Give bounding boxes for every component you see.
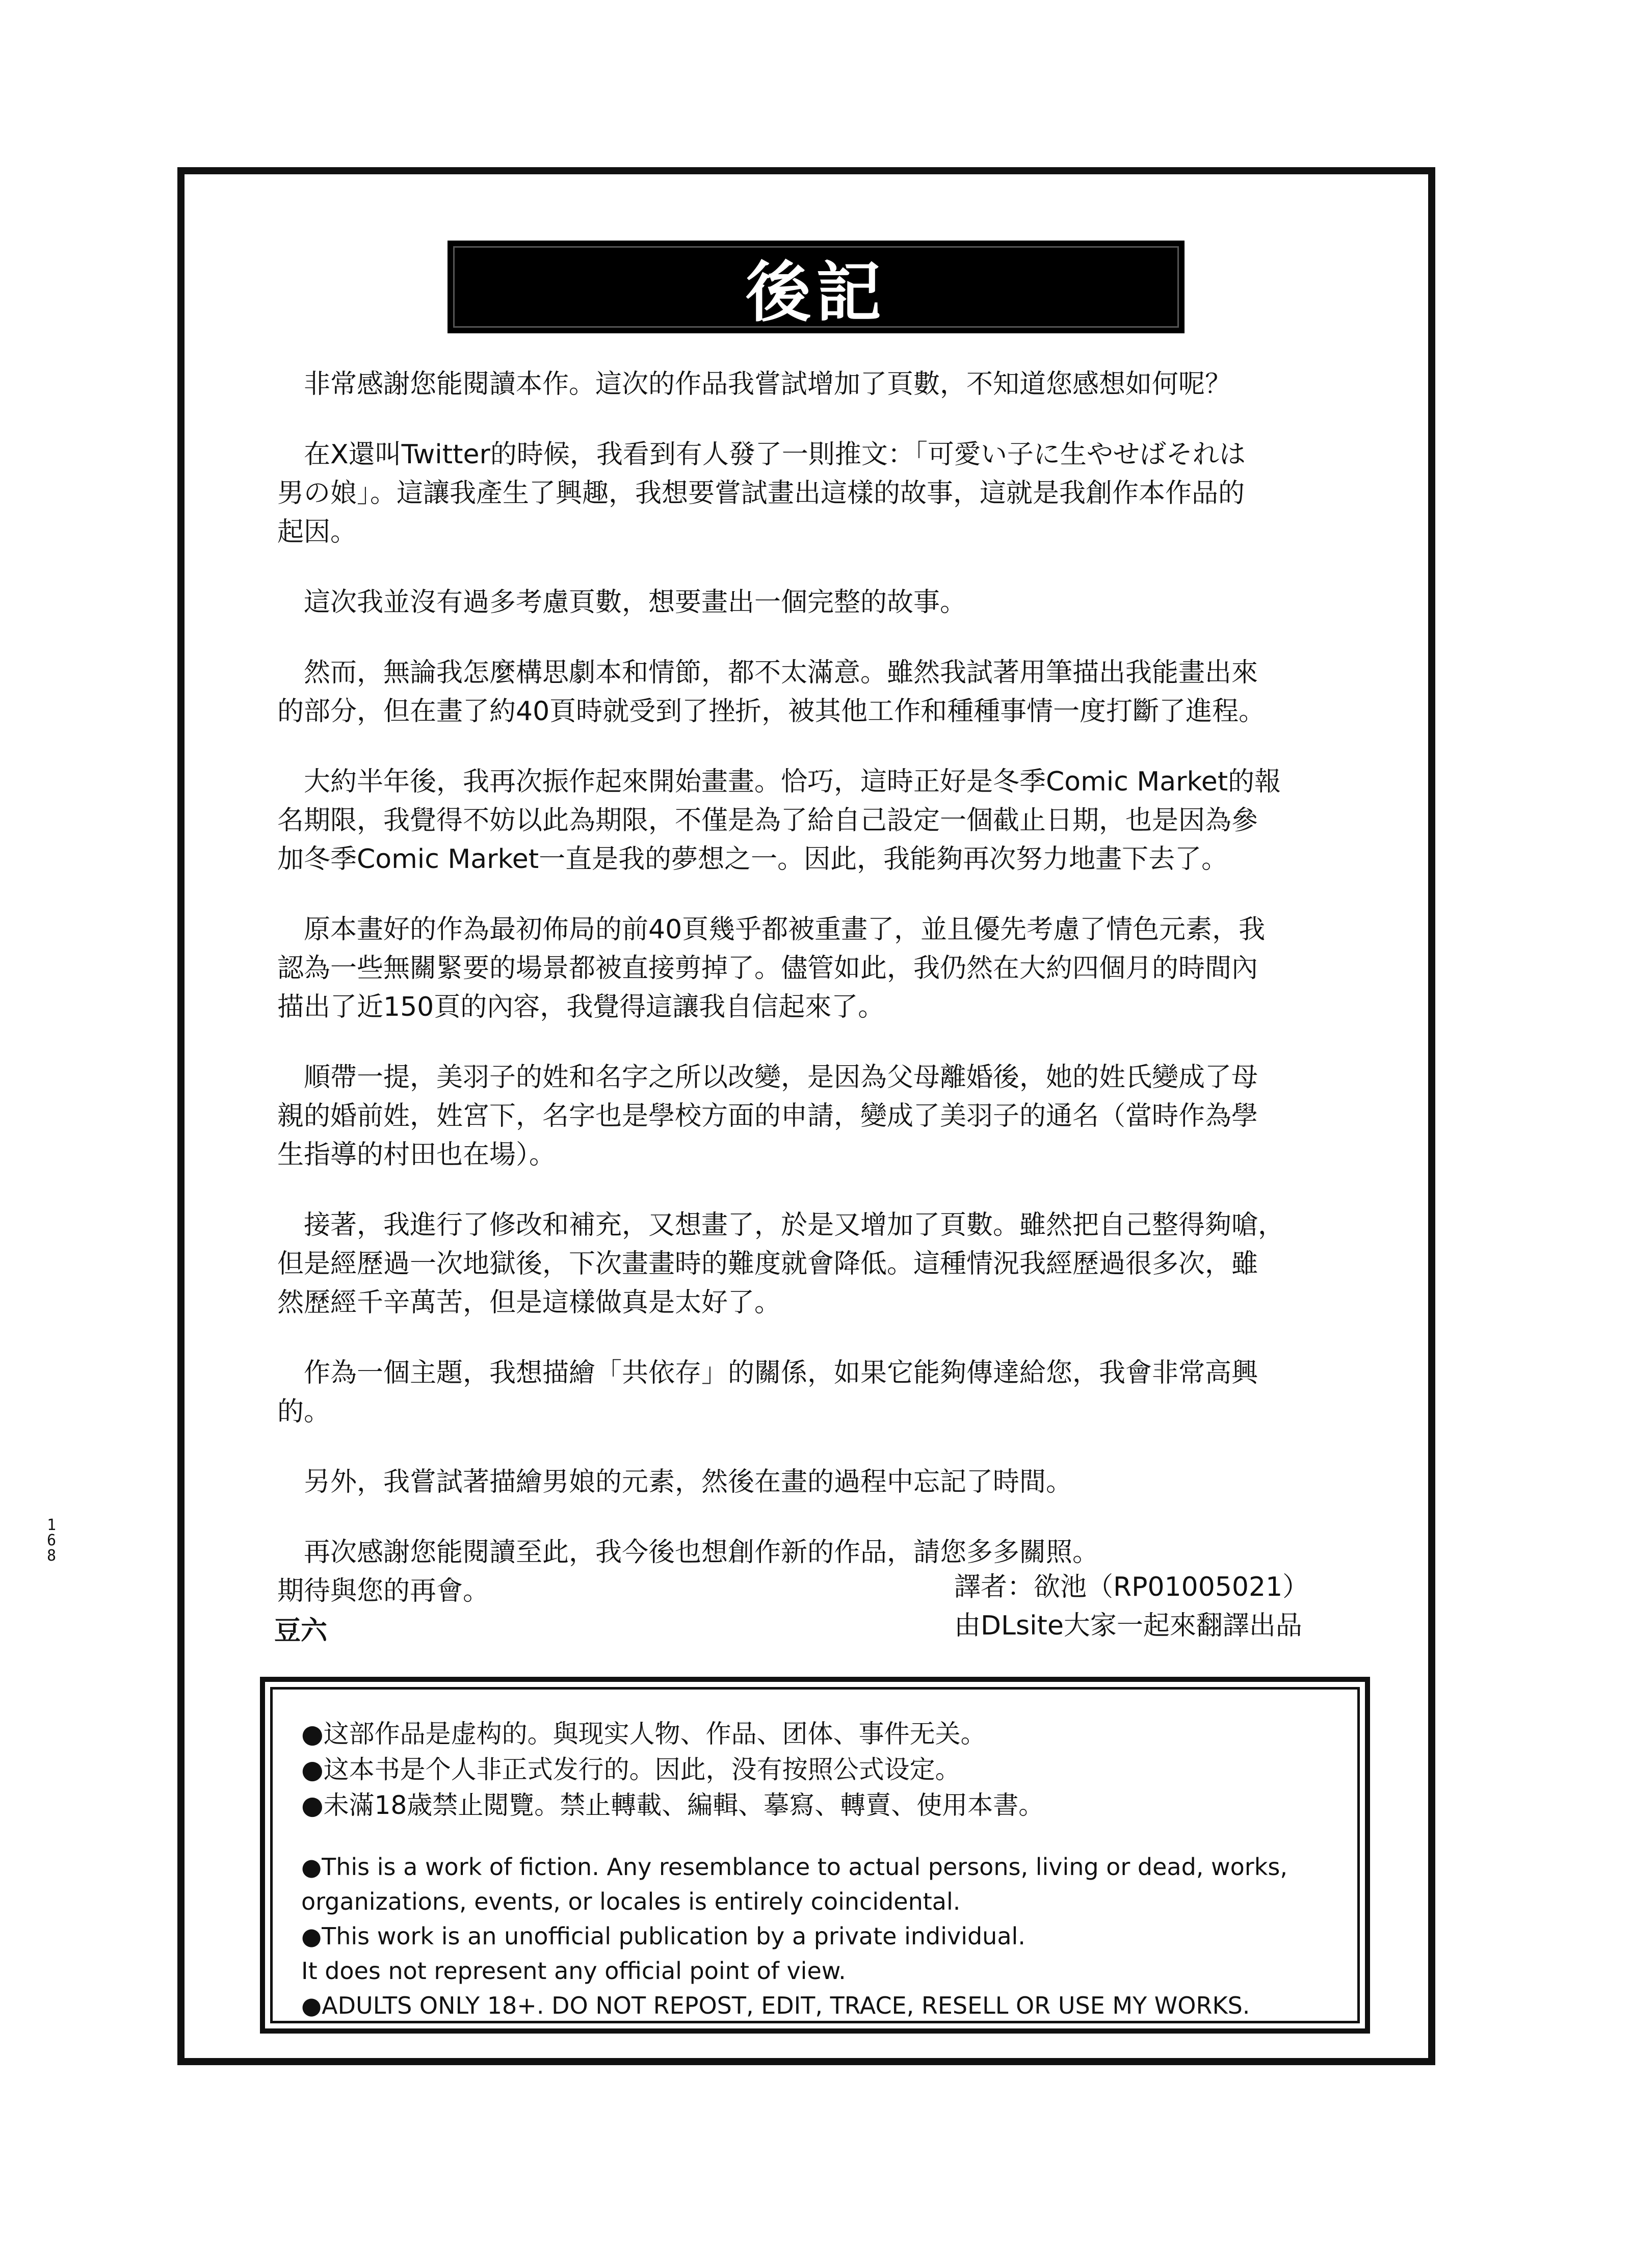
paragraph: 這次我並沒有過多考慮頁數，想要畫出一個完整的故事。 xyxy=(304,587,967,618)
disclaimer-en-line: ●This is a work of fiction. Any resemblance to actual persons, living or dead, works, xyxy=(301,1853,1287,1881)
translator-credit xyxy=(954,1568,1309,1645)
page-number: 168 xyxy=(46,1516,57,1565)
disclaimer-spacer xyxy=(301,1823,1337,1850)
disclaimer-zh-line: ●这本书是个人非正式发行的。因此，没有按照公式设定。 xyxy=(301,1755,961,1784)
disclaimer-zh-line: ●这部作品是虚构的。與现实人物、作品、团体、事件无关。 xyxy=(301,1719,986,1749)
disclaimer-en-line: ●This work is an unofficial publication by a private individual. xyxy=(301,1922,1025,1950)
paragraph: 大約半年後，我再次振作起來開始畫畫。恰巧，這時正好是冬季Comic Market的報 名期限，我覺得不妨以此為期限，不僅是為了給自己設定一個截止日期，也是因為參 加冬季Comic Market一直是我的夢想之一。因此，我能夠再次努力地畫下去了。 xyxy=(277,767,1281,875)
afterword-body xyxy=(277,365,1384,1611)
translator-line: 譯者：欲池（RP01005021） xyxy=(954,1572,1309,1602)
paragraph: 然而，無論我怎麼構思劇本和情節，都不太滿意。雖然我試著用筆描出我能畫出來 的部分，但在畫了約40頁時就受到了挫折，被其他工作和種種事情一度打斷了進程。 xyxy=(277,657,1266,727)
paragraph: 非常感謝您能閱讀本作。這次的作品我嘗試增加了頁數，不知道您感想如何呢？ xyxy=(304,369,1232,400)
disclaimer-zh-line: ●未滿18歳禁止閲覽。禁止轉載、編輯、摹寫、轉賣、使用本書。 xyxy=(301,1790,1044,1820)
author-signature: 豆六 xyxy=(274,1616,328,1646)
paragraph: 順帶一提，美羽子的姓和名字之所以改變，是因為父母離婚後，她的姓氏變成了母 親的婚前姓，姓宮下，名字也是學校方面的申請，變成了美羽子的通名（當時作為學 生指導的村田也在場）。 xyxy=(277,1062,1258,1170)
paragraph: 接著，我進行了修改和補充，又想畫了，於是又增加了頁數。雖然把自己整得夠嗆， 但是經歷過一次地獄後，下次畫畫時的難度就會降低。這種情況我經歷過很多次，雖 然歷經千辛萬苦，但是這樣做真是太好了。 xyxy=(277,1210,1285,1318)
disclaimer-box xyxy=(260,1677,1370,2034)
paragraph: 作為一個主題，我想描繪「共依存」的關係，如果它能夠傳達給您，我會非常高興 的。 xyxy=(277,1358,1258,1427)
disclaimer-en-line: ●ADULTS ONLY 18+. DO NOT REPOST, EDIT, TRACE, RESELL OR USE MY WORKS. xyxy=(301,1992,1250,2019)
disclaimer-en-line: organizations, events, or locales is entirely coincidental. xyxy=(301,1888,961,1915)
closing-paragraph: 再次感謝您能閱讀至此，我今後也想創作新的作品，請您多多關照。 期待與您的再會。 xyxy=(277,1537,1099,1606)
title-banner xyxy=(448,241,1185,333)
paragraph: 原本畫好的作為最初佈局的前40頁幾乎都被重畫了，並且優先考慮了情色元素，我 認為一些無關緊要的場景都被直接剪掉了。儘管如此，我仍然在大約四個月的時間內 描出了近150頁的內容，我覺得這讓我自信起來了。 xyxy=(277,914,1266,1022)
translator-group-line: 由DLsite大家一起來翻譯出品 xyxy=(954,1611,1302,1641)
disclaimer-en-line: It does not represent any official point of view. xyxy=(301,1957,846,1985)
paragraph: 另外，我嘗試著描繪男娘的元素，然後在畫的過程中忘記了時間。 xyxy=(304,1467,1073,1497)
page-title: 後記 xyxy=(745,255,886,331)
disclaimer-inner xyxy=(270,1687,1360,2023)
paragraph: 在X還叫Twitter的時候，我看到有人發了一則推文：「可愛い子に生やせばそれは 男の娘」。這讓我產生了興趣，我想要嘗試畫出這樣的故事，這就是我創作本作品的 起因。 xyxy=(277,439,1246,547)
